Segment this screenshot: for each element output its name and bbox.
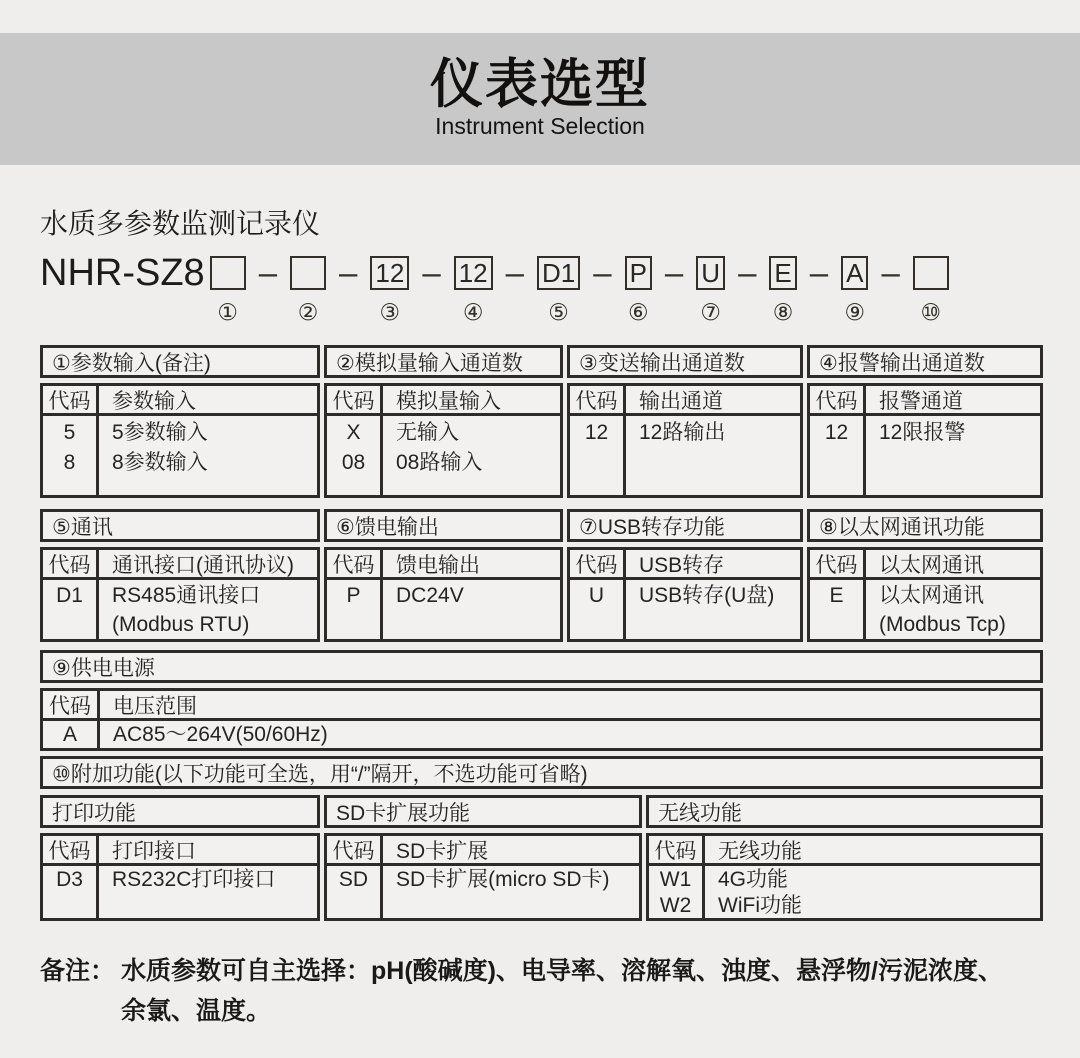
code-column-header: 代码 — [43, 691, 100, 721]
desc-cell: 无输入 08路输入 — [396, 421, 483, 474]
code-cell: 5 8 — [43, 416, 99, 495]
desc-column-header: 通讯接口(通讯协议) — [99, 550, 317, 580]
page-content — [0, 202, 1043, 1031]
code-table-6 — [324, 547, 563, 642]
model-box-9: A — [841, 256, 868, 290]
page-title: 仪表选型 — [430, 54, 650, 114]
section-title-1: ①参数输入(备注) — [40, 345, 320, 378]
model-index-10: ⑩ — [920, 299, 942, 325]
code-cell: 12 — [570, 416, 626, 495]
model-segment-3 — [370, 256, 409, 326]
model-box-4: 12 — [454, 256, 493, 290]
model-dash: – — [664, 254, 684, 291]
model-dash: – — [881, 254, 900, 291]
model-segment-9 — [841, 256, 868, 326]
desc-column-header: USB转存 — [626, 550, 800, 580]
code-cell: A — [43, 721, 100, 748]
code-cell: E — [810, 580, 866, 639]
code-column-header: 代码 — [570, 550, 626, 580]
model-dash: – — [505, 254, 524, 291]
code-cell: X 08 — [327, 416, 383, 495]
selection-spec-table — [40, 345, 1043, 921]
desc-cell: AC85～264V(50/60Hz) — [113, 723, 328, 746]
model-prefix: NHR-SZ8 — [40, 252, 205, 294]
code-table-1 — [40, 383, 320, 498]
section-title-3: ③变送输出通道数 — [567, 345, 803, 378]
model-index-4: ④ — [462, 299, 484, 325]
model-box-5: D1 — [537, 256, 580, 290]
code-column-header: 代码 — [43, 836, 99, 866]
desc-cell: USB转存(U盘) — [639, 584, 775, 607]
model-dash: – — [339, 254, 358, 291]
desc-column-header: 模拟量输入 — [383, 386, 560, 416]
model-segment-5 — [537, 256, 580, 326]
code-cell: D3 — [43, 866, 99, 918]
band1-section-titles — [40, 345, 1043, 378]
desc-column-header: 馈电输出 — [383, 550, 560, 580]
band3-section-titles — [40, 795, 1043, 828]
desc-cell: DC24V — [396, 584, 464, 607]
band2-code-tables — [40, 547, 1043, 642]
desc-column-header: 以太网通讯 — [866, 550, 1040, 580]
section-title-8: ⑧以太网通讯功能 — [807, 509, 1043, 542]
code-cell: 12 — [810, 416, 866, 495]
page-subtitle: Instrument Selection — [435, 113, 645, 140]
code-cell: P — [327, 580, 383, 639]
section-title-2: ②模拟量输入通道数 — [324, 345, 563, 378]
footnote-label: 备注： — [40, 957, 116, 985]
model-index-2: ② — [297, 299, 319, 325]
model-code-diagram — [40, 252, 1043, 326]
code-column-header: 代码 — [810, 550, 866, 580]
model-box-8: E — [769, 256, 796, 290]
model-index-9: ⑨ — [844, 299, 866, 325]
section-title-7: ⑦USB转存功能 — [567, 509, 803, 542]
section-title-10: ⑩附加功能(以下功能可全选，用“/”隔开，不选功能可省略) — [40, 756, 1043, 789]
section-title-9: ⑨供电电源 — [40, 650, 1043, 683]
desc-cell: 12限报警 — [879, 421, 966, 444]
model-index-5: ⑤ — [548, 299, 569, 325]
model-index-6: ⑥ — [627, 299, 649, 325]
desc-column-header: 输出通道 — [626, 386, 800, 416]
model-box-1 — [210, 256, 246, 290]
model-box-2 — [290, 256, 326, 290]
model-dash: – — [258, 254, 278, 291]
product-name: 水质多参数监测记录仪 — [40, 208, 321, 239]
desc-cell: 12路输出 — [639, 421, 726, 444]
code-table-4 — [807, 383, 1043, 498]
model-dash: – — [422, 254, 441, 291]
desc-column-header: 报警通道 — [866, 386, 1040, 416]
model-box-7: U — [696, 256, 725, 290]
model-index-1: ① — [217, 299, 238, 325]
model-box-10 — [913, 256, 949, 290]
datasheet-page — [0, 33, 1080, 1031]
code-table-sdcard — [324, 833, 642, 921]
section-title-sdcard: SD卡扩展功能 — [324, 795, 642, 828]
code-column-header: 代码 — [327, 550, 383, 580]
code-cell: U — [570, 580, 626, 639]
model-index-8: ⑧ — [772, 299, 794, 325]
code-table-8 — [807, 547, 1043, 642]
code-cell: SD — [327, 866, 383, 918]
desc-column-header: 无线功能 — [705, 836, 1040, 866]
model-dash: – — [738, 254, 757, 291]
desc-cell: 4G功能 WiFi功能 — [718, 868, 802, 917]
model-box-6: P — [625, 256, 652, 290]
code-table-3 — [567, 383, 803, 498]
code-table-7 — [567, 547, 803, 642]
code-column-header: 代码 — [327, 386, 383, 416]
model-index-3: ③ — [379, 299, 401, 325]
desc-column-header: SD卡扩展 — [383, 836, 639, 866]
band2-section-titles — [40, 509, 1043, 542]
code-table-print — [40, 833, 320, 921]
code-table-9 — [40, 688, 1043, 751]
code-column-header: 代码 — [327, 836, 383, 866]
model-segment-2 — [290, 256, 326, 326]
code-column-header: 代码 — [649, 836, 705, 866]
page-header-banner — [0, 33, 1080, 165]
model-dash: – — [593, 254, 612, 291]
model-segment-10 — [913, 256, 949, 326]
desc-column-header: 电压范围 — [100, 691, 1040, 721]
model-segment-4 — [454, 256, 493, 326]
desc-column-header: 参数输入 — [99, 386, 317, 416]
model-index-7: ⑦ — [700, 299, 721, 325]
desc-cell: RS232C打印接口 — [112, 868, 276, 891]
desc-cell: RS485通讯接口 (Modbus RTU) — [112, 584, 261, 636]
model-segment-8 — [769, 256, 796, 326]
section-title-5: ⑤通讯 — [40, 509, 320, 542]
footnote-text: 水质参数可自主选择：pH(酸碱度)、电导率、溶解氧、浊度、悬浮物/污泥浓度、 余氯、温度。 — [121, 957, 1003, 1025]
code-table-5 — [40, 547, 320, 642]
desc-cell: 5参数输入 8参数输入 — [112, 421, 208, 474]
code-column-header: 代码 — [810, 386, 866, 416]
model-segment-7 — [696, 256, 725, 326]
desc-column-header: 打印接口 — [99, 836, 317, 866]
model-box-3: 12 — [370, 256, 409, 290]
desc-cell: SD卡扩展(micro SD卡) — [396, 868, 610, 891]
band1-code-tables — [40, 383, 1043, 498]
code-column-header: 代码 — [570, 386, 626, 416]
model-dash: – — [809, 254, 829, 291]
model-segment-1 — [210, 256, 246, 326]
code-cell: W1 W2 — [649, 866, 705, 918]
section-title-6: ⑥馈电输出 — [324, 509, 563, 542]
desc-cell: 以太网通讯 (Modbus Tcp) — [879, 584, 1006, 636]
code-cell: D1 — [43, 580, 99, 639]
band3-code-tables — [40, 833, 1043, 921]
code-table-2 — [324, 383, 563, 498]
code-column-header: 代码 — [43, 386, 99, 416]
section-title-print: 打印功能 — [40, 795, 320, 828]
footnote — [40, 951, 1043, 1031]
model-segment-6 — [625, 256, 652, 326]
section-title-wireless: 无线功能 — [646, 795, 1043, 828]
section-title-4: ④报警输出通道数 — [807, 345, 1043, 378]
code-column-header: 代码 — [43, 550, 99, 580]
code-table-wireless — [646, 833, 1043, 921]
